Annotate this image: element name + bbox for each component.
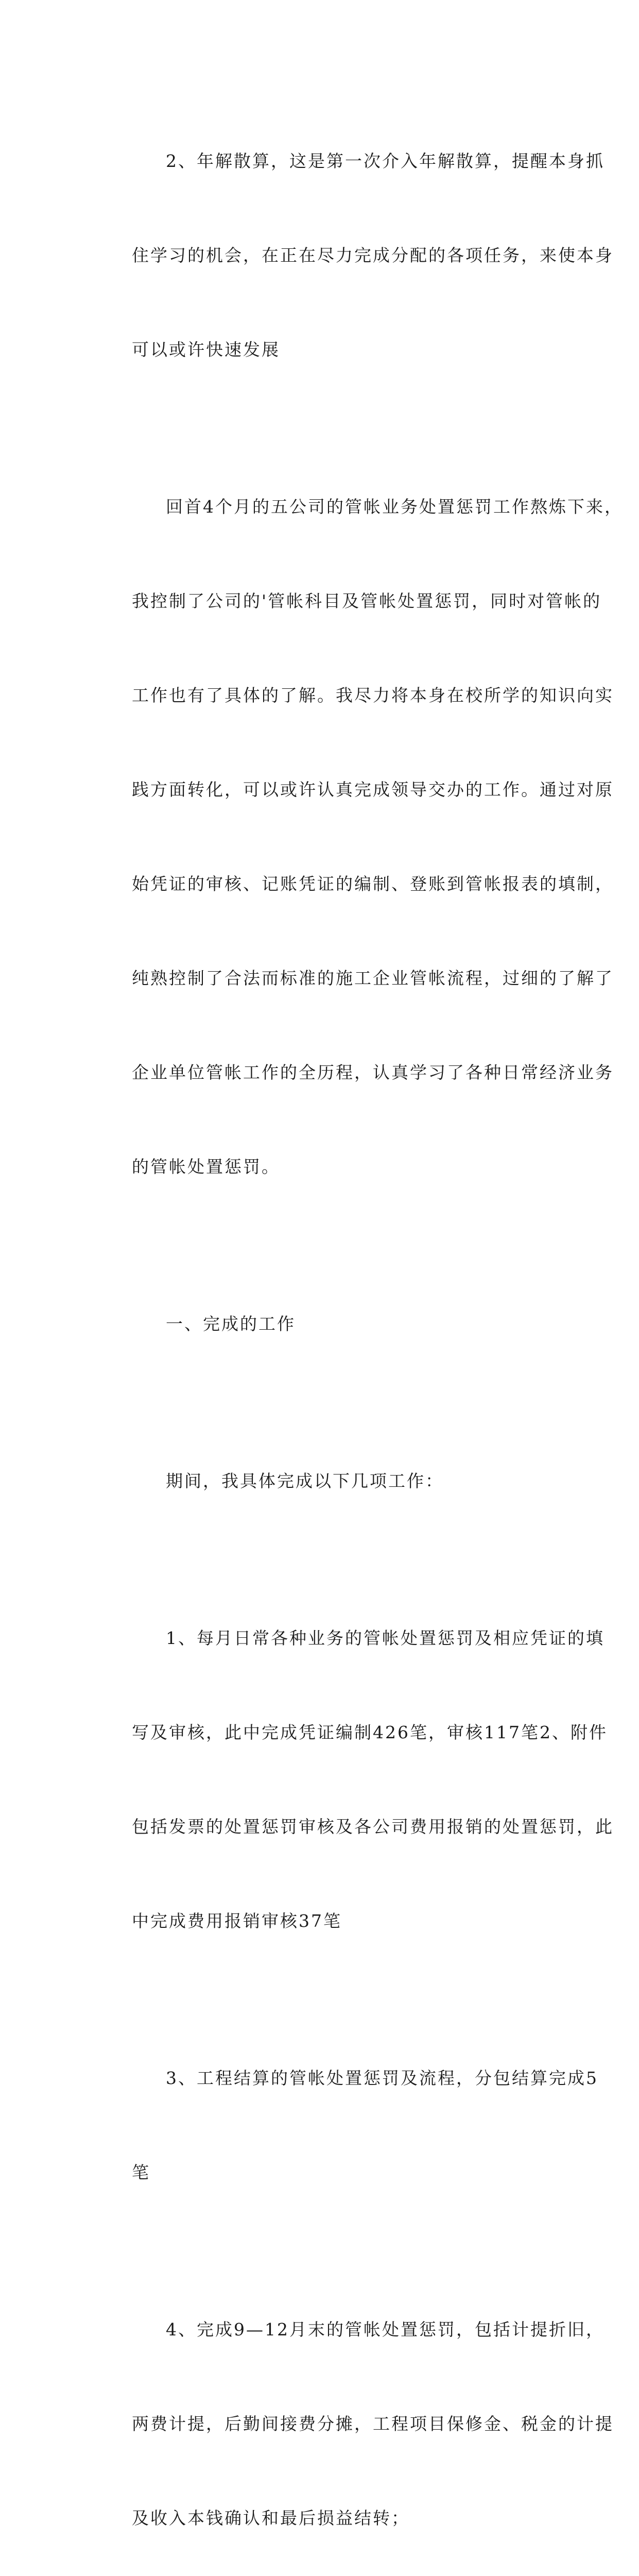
document-body: [98, 82, 623, 2576]
text-line: 践方面转化，可以或许认真完成领导交办的工作。通过对原: [132, 779, 614, 800]
text-line: 我控制了公司的'管帐科目及管帐处置惩罚，同时对管帐的: [132, 591, 602, 611]
text-line: 1、每月日常各种业务的管帐处置惩罚及相应凭证的填: [166, 1628, 605, 1648]
text-line: 工作也有了具体的了解。我尽力将本身在校所学的知识向实: [132, 685, 614, 705]
text-line: 纯熟控制了合法而标准的施工企业管帐流程，过细的了解了: [132, 968, 614, 988]
text-line: 笔: [132, 2162, 150, 2182]
text-line: 包括发票的处置惩罚审核及各公司费用报销的处置惩罚，此: [132, 1817, 614, 1837]
text-line: 始凭证的审核、记账凭证的编制、登账到管帐报表的填制，: [132, 874, 614, 894]
text-line: 住学习的机会，在正在尽力完成分配的各项任务，来使本身: [132, 245, 614, 265]
text-line: 回首4个月的五公司的管帐业务处置惩罚工作熬炼下来，: [166, 497, 623, 517]
paragraph: [98, 82, 614, 428]
text-line: 可以或许快速发展: [132, 340, 280, 360]
section-heading: [98, 1245, 551, 1402]
paragraph: [98, 1402, 551, 1560]
text-line: 的管帐处置惩罚。: [132, 1157, 280, 1177]
text-line: 3、工程结算的管帐处置惩罚及流程，分包结算完成5: [166, 2068, 598, 2088]
text-line: 4、完成9—12月末的管帐处置惩罚，包括计提折旧，: [166, 2319, 605, 2340]
paragraph: [98, 1560, 614, 1999]
text-line: 一、完成的工作: [166, 1314, 296, 1334]
text-line: 两费计提，后勤间接费分摊，工程项目保修金、税金的计提: [132, 2414, 614, 2434]
text-line: 期间，我具体完成以下几项工作：: [166, 1471, 444, 1491]
paragraph: [98, 428, 623, 1245]
paragraph: [98, 1999, 598, 2251]
text-line: 企业单位管帐工作的全历程，认真学习了各种日常经济业务: [132, 1062, 614, 1082]
paragraph: [98, 2251, 614, 2576]
text-line: 及收入本钱确认和最后损益结转；: [132, 2508, 410, 2528]
text-line: 2、年解散算，这是第一次介入年解散算，提醒本身抓: [166, 151, 605, 171]
text-line: 写及审核，此中完成凭证编制426笔，审核117笔2、附件: [132, 1722, 608, 1742]
text-line: 中完成费用报销审核37笔: [132, 1911, 342, 1931]
